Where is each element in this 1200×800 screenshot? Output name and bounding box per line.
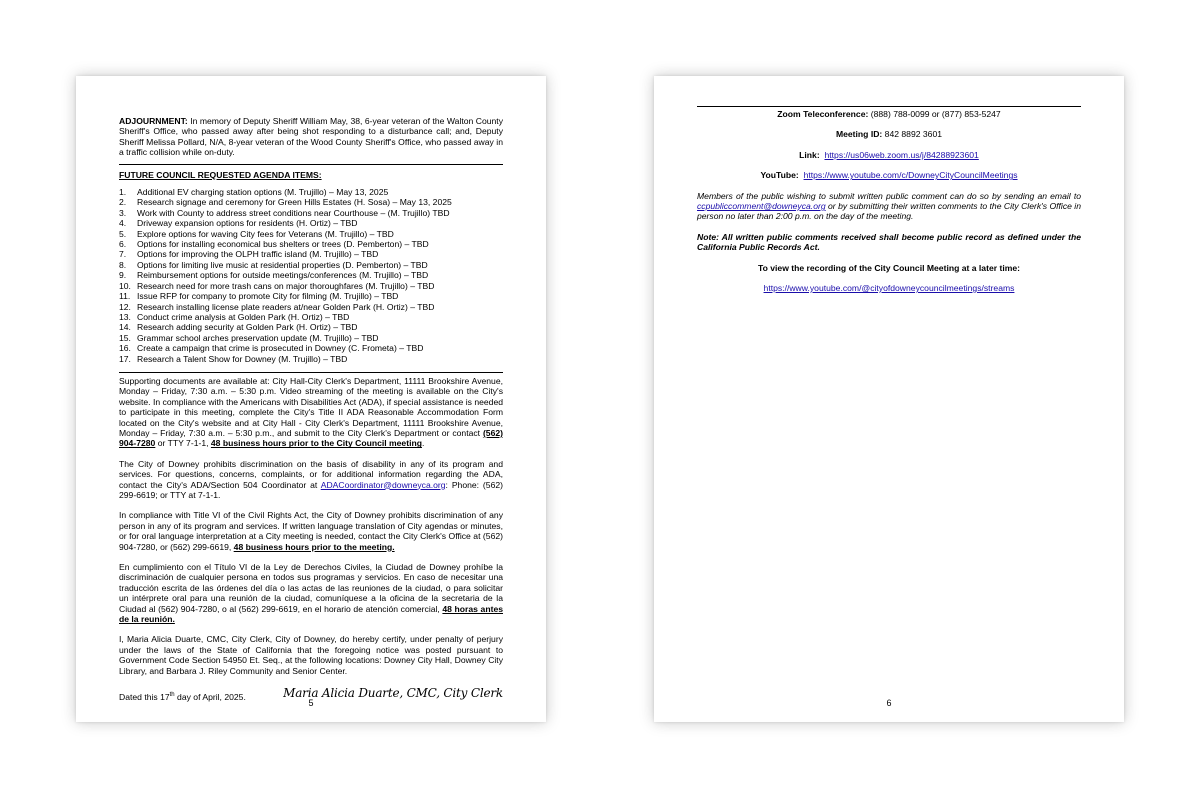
- ada-paragraph: [119, 459, 503, 501]
- ada-email-link[interactable]: ADACoordinator@downeyca.org: [320, 479, 446, 490]
- meeting-id-line: [697, 129, 1081, 139]
- page-5-content: [119, 116, 503, 704]
- divider: [119, 164, 503, 165]
- page-6-content: [697, 106, 1081, 293]
- divider: [119, 372, 503, 373]
- link-label: Link:: [799, 149, 820, 160]
- youtube-line: [697, 170, 1081, 180]
- agenda-item-text: Work with County to address street conditions near Courthouse – (M. Trujillo) TBD: [137, 207, 450, 218]
- adjournment-paragraph: [119, 116, 503, 158]
- agenda-item: [119, 354, 503, 364]
- agenda-item: [119, 260, 503, 270]
- certification-paragraph: I, Maria Alicia Duarte, CMC, City Clerk, City of Downey, do hereby certify, under penalty of perjury under the laws of the State of California that the foregoing notice was posted pursuant to Government Code Section 54950 Et. Seq., at the following locations: Downey City Hall, Downey City Library, and Barbara J. Riley Community and Senior Center.: [119, 634, 503, 676]
- document-page-5: [76, 76, 546, 722]
- meeting-id-value: 842 8892 3601: [884, 129, 943, 140]
- agenda-item: [119, 333, 503, 343]
- agenda-item-text: Research adding security at Golden Park (H. Ortiz) – TBD: [137, 322, 358, 333]
- agenda-item-number: 8.: [119, 259, 127, 270]
- ada-text: The City of Downey prohibits discrimination on the basis of disability in any of its program and services. For questions, concerns, complaints, or for additional information regarding the ADA, contact the City's ADA/Section 504 Coordinator at: [119, 458, 503, 490]
- agenda-item-text: Research need for more trash cans on major thoroughfares (M. Trujillo) – TBD: [137, 280, 435, 291]
- supporting-mid: or TTY 7-1-1,: [157, 438, 209, 449]
- supporting-phone: (562) 904-7280: [119, 427, 503, 449]
- agenda-item: [119, 187, 503, 197]
- agenda-item: [119, 239, 503, 249]
- public-comment-paragraph: [697, 191, 1081, 222]
- agenda-item: [119, 312, 503, 322]
- zoom-label: Zoom Teleconference:: [777, 109, 869, 119]
- note-paragraph: Note: All written public comments received shall become public record as defined under the California Public Records Act.: [697, 231, 1081, 253]
- clerk-signature: Maria Alicia Duarte, CMC, City Clerk: [283, 686, 503, 701]
- agenda-item-number: 10.: [119, 280, 131, 291]
- agenda-item-number: 13.: [119, 311, 131, 322]
- zoom-link-line: [697, 150, 1081, 160]
- agenda-item-text: Explore options for waving City fees for Veterans (M. Trujillo) – TBD: [137, 228, 394, 239]
- zoom-link[interactable]: https://us06web.zoom.us/j/84288923601: [824, 149, 979, 160]
- agenda-item-text: Options for improving the OLPH traffic island (M. Trujillo) – TBD: [137, 249, 379, 260]
- ada-text-2: : Phone: (562) 299-6619; or TTY at 7-1-1.: [119, 479, 503, 500]
- spanish-deadline: 48 horas antes de la reunión.: [119, 603, 503, 625]
- supporting-documents-paragraph: Supporting documents are available at: City Hall-City Clerk's Department, 11111 Brookshire Avenue, Monday – Friday, 7:30 a.m. – 5:30 p.m. Video streaming of the meeting is available on the City's website. In compliance with the Americans with Disabilities Act (ADA), if special assistance is needed to participate in this meeting, complete the City's Title II ADA Reasonable Accommodation Form located on the City's website and at City Hall - City Clerk's Department, 11111 Brookshire Avenue, Monday – Friday, 7:30 a.m. – 5:30 p.m., and submit to the City Clerk's Department or contact (562) 904-7280 or TTY 7-1-1, 48 business hours prior to the City Council meeting.: [119, 375, 503, 449]
- agenda-item: [119, 343, 503, 353]
- agenda-item-number: 9.: [119, 270, 127, 281]
- recording-line: [697, 283, 1081, 293]
- adjournment-label: ADJOURNMENT:: [119, 116, 188, 126]
- agenda-item-text: Grammar school arches preservation update (M. Trujillo) – TBD: [137, 332, 379, 343]
- divider: [697, 106, 1081, 107]
- agenda-item-text: Reimbursement options for outside meetings/conferences (M. Trujillo) – TBD: [137, 270, 429, 281]
- agenda-item: [119, 322, 503, 332]
- dated-suffix: day of April, 2025.: [177, 691, 246, 702]
- agenda-item-text: Additional EV charging station options (M. Trujillo) – May 13, 2025: [137, 187, 389, 198]
- supporting-text: Supporting documents are available at: City Hall-City Clerk's Department, 11111 Brookshire Avenue, Monday – Friday, 7:30 a.m. – 5:30 p.m. Video streaming of the meeting is available on the City's website. In compliance with the Americans with Disabilities Act (ADA), if special assistance is needed to participate in this meeting, complete the City's Title II ADA Reasonable Accommodation Form located on the City's website and at City Hall - City Clerk's Department, 11111 Brookshire Avenue, Monday – Friday, 7:30 a.m. – 5:30 p.m., and submit to the City Clerk's Department or contact: [119, 375, 503, 438]
- agenda-item-number: 4.: [119, 218, 127, 229]
- agenda-item-number: 7.: [119, 249, 127, 260]
- page-number: 6: [886, 698, 892, 708]
- agenda-item-text: Options for limiting live music at residential properties (D. Pemberton) – TBD: [137, 259, 428, 270]
- agenda-item-number: 12.: [119, 301, 131, 312]
- youtube-link[interactable]: https://www.youtube.com/c/DowneyCityCouncilMeetings: [803, 170, 1018, 181]
- adjournment-text: In memory of Deputy Sheriff William May, 38, 6-year veteran of the Walton County Sheriff's Office, who passed away after being shot responding to a disturbance call; and, Deputy Sheriff Melissa Pollard, N/A, 8-year veteran of the Wood County Sheriff's Office, who passed away in a traffic collision while on-duty.: [119, 116, 503, 158]
- title-vi-paragraph: [119, 510, 503, 552]
- agenda-item: [119, 229, 503, 239]
- agenda-item: [119, 270, 503, 280]
- supporting-deadline: 48 business hours prior to the City Council meeting: [210, 438, 422, 449]
- agenda-item: [119, 281, 503, 291]
- title-vi-text: In compliance with Title VI of the Civil Rights Act, the City of Downey prohibits discrimination of any person in any of its program and services. If written language translation of City agendas or minutes, or for oral language interpretation at a City meeting is needed, contact the City Clerk's Office at (562) 904-7280, or (562) 299-6619,: [119, 510, 503, 552]
- agenda-item-text: Create a campaign that crime is prosecuted in Downey (C. Frometa) – TBD: [137, 343, 424, 354]
- spanish-paragraph: [119, 562, 503, 624]
- agenda-item-text: Options for installing economical bus shelters or trees (D. Pemberton) – TBD: [137, 239, 429, 250]
- agenda-item-text: Issue RFP for company to promote City for filming (M. Trujillo) – TBD: [137, 291, 399, 302]
- agenda-item-number: 3.: [119, 207, 127, 218]
- document-page-6: [654, 76, 1124, 722]
- agenda-item-text: Conduct crime analysis at Golden Park (H. Ortiz) – TBD: [137, 311, 350, 322]
- recording-link[interactable]: https://www.youtube.com/@cityofdowneycouncilmeetings/streams: [763, 283, 1015, 294]
- agenda-item-number: 16.: [119, 343, 131, 354]
- page-number: 5: [308, 698, 314, 708]
- zoom-line: [697, 109, 1081, 119]
- agenda-item-number: 5.: [119, 228, 127, 239]
- agenda-item: [119, 218, 503, 228]
- agenda-item: [119, 249, 503, 259]
- agenda-item-number: 6.: [119, 239, 127, 250]
- agenda-item-number: 15.: [119, 332, 131, 343]
- agenda-item-text: Driveway expansion options for residents (H. Ortiz) – TBD: [137, 218, 358, 229]
- agenda-item: [119, 302, 503, 312]
- title-vi-deadline: 48 business hours prior to the meeting.: [233, 541, 395, 552]
- recording-heading: To view the recording of the City Council Meeting at a later time:: [758, 262, 1020, 273]
- public-comment-text: Members of the public wishing to submit written public comment can do so by sending an email to: [697, 190, 1081, 201]
- public-comment-email-link[interactable]: ccpubliccomment@downeyca.org: [697, 201, 826, 212]
- youtube-label: YouTube:: [760, 170, 799, 181]
- meeting-id-label: Meeting ID:: [835, 129, 883, 140]
- agenda-item-text: Research installing license plate readers at/near Golden Park (H. Ortiz) – TBD: [137, 301, 435, 312]
- zoom-value: (888) 788-0099 or (877) 853-5247: [870, 109, 1001, 119]
- dated-prefix: Dated this 17: [119, 691, 170, 702]
- agenda-item-text: Research a Talent Show for Downey (M. Trujillo) – TBD: [137, 353, 348, 364]
- agenda-item-number: 14.: [119, 322, 131, 333]
- dated-sup: th: [169, 692, 175, 699]
- agenda-item-number: 1.: [119, 187, 127, 198]
- agenda-item: [119, 291, 503, 301]
- public-comment-text-2: or by submitting their written comments to the City Clerk's Office in person no later than 2:00 p.m. on the day of the meeting.: [697, 201, 1081, 222]
- agenda-item-number: 2.: [119, 197, 127, 208]
- agenda-item: [119, 208, 503, 218]
- agenda-list: [119, 187, 503, 364]
- agenda-item: [119, 197, 503, 207]
- agenda-item-text: Research signage and ceremony for Green Hills Estates (H. Sosa) – May 13, 2025: [137, 197, 452, 208]
- spanish-text: En cumplimiento con el Título VI de la Ley de Derechos Civiles, la Ciudad de Downey prohíbe la discriminación de cualquier persona en todos sus programas y servicios. En caso de necesitar una traducción escrita de las órdenes del día o las actas de las reuniones de la ciudad, o para solicitar un intérprete oral para una reunión de la ciudad, comuníquese a la oficina de la secretaria de la Ciudad al (562) 904-7280, o al (562) 299-6619, en el horario de atención comercial,: [119, 562, 503, 614]
- agenda-item-number: 11.: [119, 291, 131, 302]
- agenda-item-number: 17.: [119, 353, 131, 364]
- future-agenda-heading: FUTURE COUNCIL REQUESTED AGENDA ITEMS:: [119, 169, 322, 180]
